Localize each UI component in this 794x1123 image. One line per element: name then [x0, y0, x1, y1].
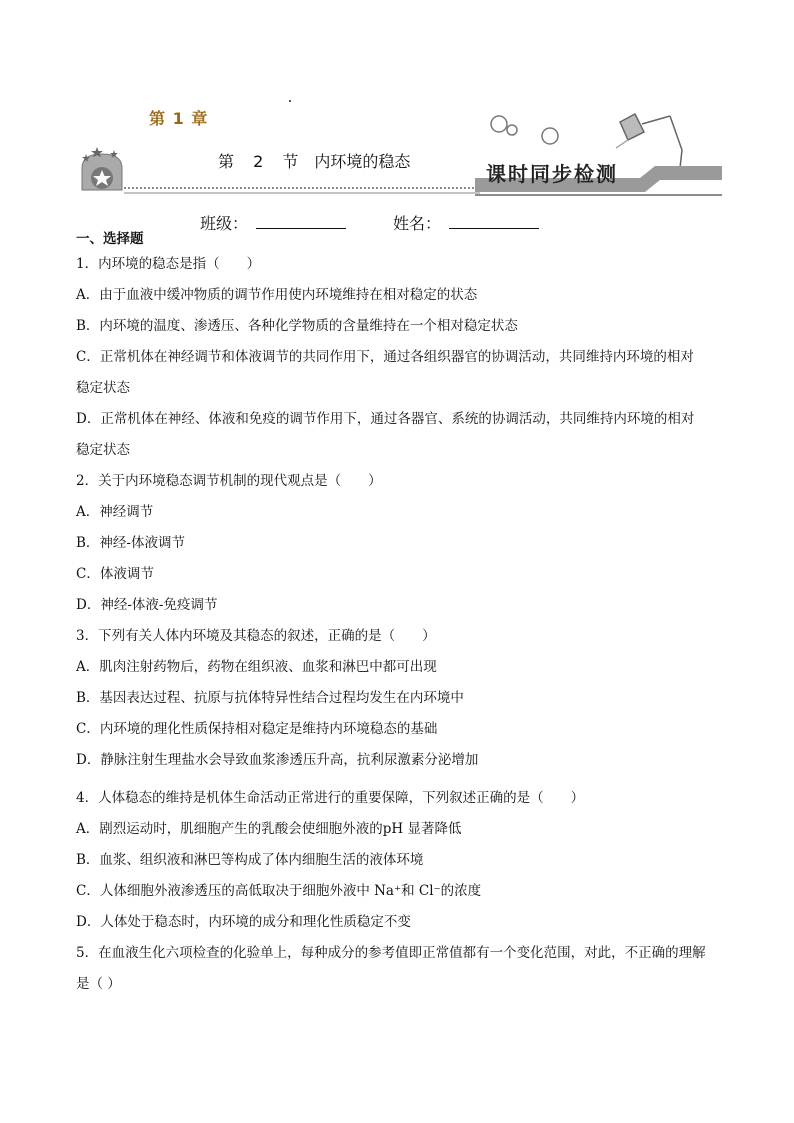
option-line: C．人体细胞外液渗透压的高低取决于细胞外液中 Na⁺和 Cl⁻的浓度	[76, 883, 482, 899]
name-label: 姓名：	[393, 214, 442, 233]
option-line: C．内环境的理化性质保持相对稳定是维持内环境稳态的基础	[76, 721, 438, 737]
option-line: B．基因表达过程、抗原与抗体特异性结合过程均发生在内环境中	[76, 690, 464, 706]
option-line: B．神经-体液调节	[76, 535, 185, 551]
banner-title: 课时同步检测	[486, 162, 618, 186]
option-line: D．正常机体在神经、体液和免疫的调节作用下，通过各器官、系统的协调活动，共同维持内环境的相对	[76, 411, 695, 427]
option-line: A．肌肉注射药物后，药物在组织液、血浆和淋巴中都可出现	[76, 659, 437, 675]
option-line: 稳定状态	[76, 442, 130, 458]
option-line: B．内环境的温度、渗透压、各种化学物质的含量维持在一个相对稳定状态	[76, 318, 518, 334]
question-line: 1．内环境的稳态是指（ ）	[76, 256, 261, 272]
option-line: A．剧烈运动时，肌细胞产生的乳酸会使细胞外液的pH 显著降低	[76, 821, 462, 837]
chapter-label: 第 1 章	[149, 109, 209, 128]
option-line: A．由于血液中缓冲物质的调节作用使内环境维持在相对稳定的状态	[76, 287, 478, 303]
star-badge-icon	[82, 147, 122, 190]
question-line: 3．下列有关人体内环境及其稳态的叙述，正确的是（ ）	[76, 628, 436, 644]
question-line: 2．关于内环境稳态调节机制的现代观点是（ ）	[76, 473, 382, 489]
question-line: 5．在血液生化六项检查的化验单上，每种成分的参考值即正常值都有一个变化范围，对此，不正确的理解	[76, 945, 706, 961]
question-body	[76, 227, 726, 1000]
option-line: D．神经-体液-免疫调节	[76, 597, 218, 613]
decorative-dot	[289, 100, 291, 102]
option-line: A．神经调节	[76, 504, 154, 520]
section-heading: 一、选择题	[76, 231, 144, 247]
option-line: B．血浆、组织液和淋巴等构成了体内细胞生活的液体环境	[76, 852, 424, 868]
question-line: 是（ ）	[76, 976, 121, 992]
option-line: C．正常机体在神经调节和体液调节的共同作用下，通过各组织器官的协调活动，共同维持内环境的相对	[76, 349, 694, 365]
option-line: D．静脉注射生理盐水会导致血浆渗透压升高，抗利尿激素分泌增加	[76, 752, 479, 768]
section-title: 第 2 节 内环境的稳态	[218, 152, 411, 171]
option-line: 稳定状态	[76, 380, 130, 396]
class-label: 班级：	[200, 214, 249, 233]
question-line: 4．人体稳态的维持是机体生命活动正常进行的重要保障，下列叙述正确的是（ ）	[76, 790, 585, 806]
option-line: D．人体处于稳态时，内环境的成分和理化性质稳定不变	[76, 914, 411, 930]
option-line: C．体液调节	[76, 566, 154, 582]
lamp-icon	[616, 114, 682, 168]
